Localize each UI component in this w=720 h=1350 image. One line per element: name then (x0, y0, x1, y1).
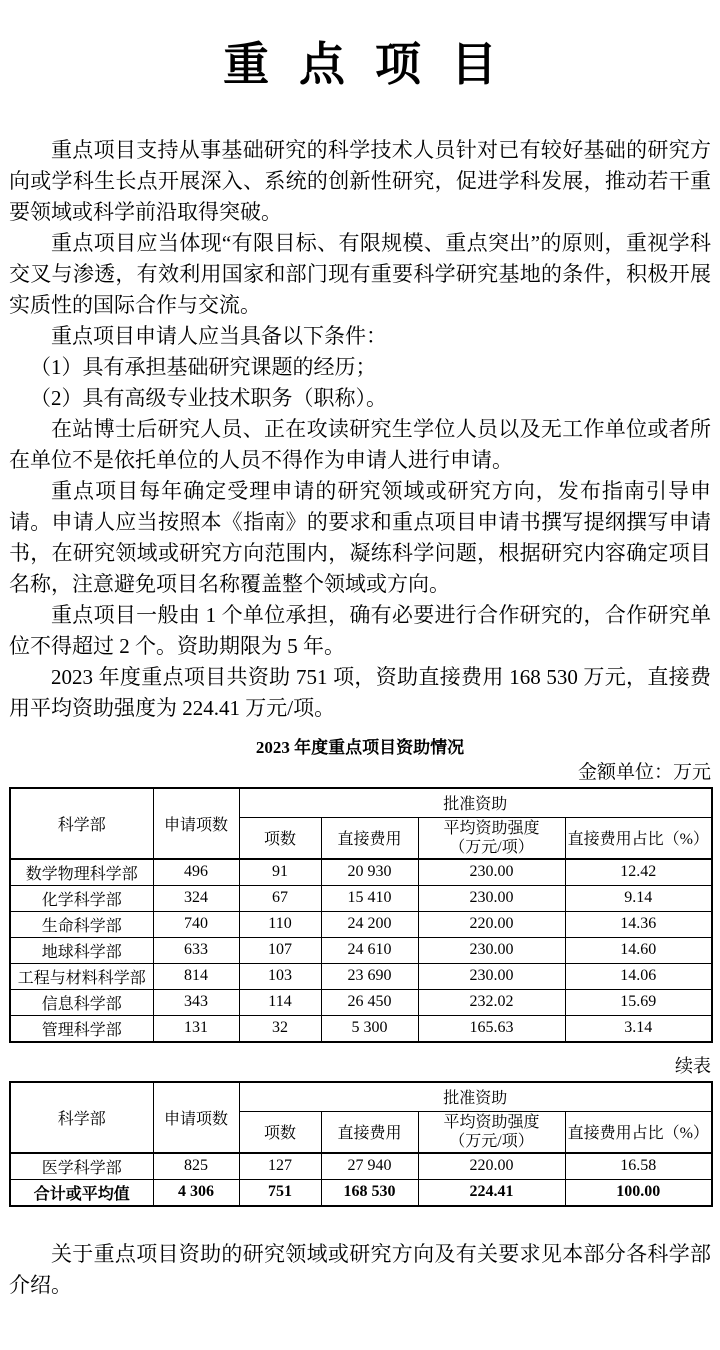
header-avg-intensity-line1: 平均资助强度 (443, 819, 540, 837)
cell-applications: 496 (153, 859, 239, 886)
cell-applications: 343 (153, 989, 239, 1015)
cell-applications: 740 (153, 911, 239, 937)
cell-cost-share: 15.69 (565, 989, 712, 1015)
table-row-engineering-materials (10, 963, 712, 989)
cell-avg-intensity: 232.02 (418, 989, 565, 1015)
cell-dept: 生命科学部 (10, 911, 153, 937)
cell-applications: 4 306 (153, 1179, 239, 1206)
cell-avg-intensity: 224.41 (418, 1179, 565, 1206)
body-text (9, 135, 711, 724)
paragraph-applicant-conditions: 重点项目申请人应当具备以下条件： (51, 323, 387, 348)
cell-applications: 633 (153, 937, 239, 963)
table-row-management-sciences (10, 1015, 712, 1042)
cell-direct-cost: 26 450 (321, 989, 418, 1015)
header-approved-group: 批准资助 (239, 1082, 712, 1112)
cell-dept: 数学物理科学部 (10, 859, 153, 886)
header-avg-intensity (418, 817, 565, 859)
header-approved-group: 批准资助 (239, 788, 712, 818)
header-avg-intensity-line2: （万元/项） (449, 1132, 534, 1150)
cell-direct-cost: 168 530 (321, 1179, 418, 1206)
cell-cost-share: 14.60 (565, 937, 712, 963)
cell-cost-share: 12.42 (565, 859, 712, 886)
paragraph-application-guide: 重点项目每年确定受理申请的研究领域或研究方向，发布指南引导申请。申请人应当按照本《指南》的要求和重点项目申请书撰写提纲撰写申请书，在研究领域或研究方向范围内，凝练科学问题，根据研究内容确定项目名称，注意避免项目名称覆盖整个领域或方向。 (9, 478, 711, 596)
cell-dept: 地球科学部 (10, 937, 153, 963)
table-row-medical-sciences (10, 1153, 712, 1180)
table-row-math-physics (10, 859, 712, 886)
table-row-life-sciences (10, 911, 712, 937)
paragraph-cooperation-limit: 重点项目一般由 1 个单位承担，确有必要进行合作研究的，合作研究单位不得超过 2 个。资助期限为 5 年。 (9, 602, 711, 658)
cell-avg-intensity: 220.00 (418, 911, 565, 937)
paragraph-ineligible: 在站博士后研究人员、正在攻读研究生学位人员以及无工作单位或者所在单位不是依托单位的人员不得作为申请人进行申请。 (9, 416, 711, 472)
table-row-total (10, 1179, 712, 1206)
table-row-information-sciences (10, 989, 712, 1015)
header-dept: 科学部 (10, 788, 153, 859)
table-row-chemistry (10, 885, 712, 911)
cell-projects: 91 (239, 859, 321, 886)
header-avg-intensity-line1: 平均资助强度 (443, 1113, 540, 1131)
header-applications: 申请项数 (153, 788, 239, 859)
cell-cost-share: 14.36 (565, 911, 712, 937)
cell-cost-share: 100.00 (565, 1179, 712, 1206)
continued-table-label: 续表 (675, 1055, 711, 1076)
cell-avg-intensity: 230.00 (418, 963, 565, 989)
paragraph-2023-summary: 2023 年度重点项目共资助 751 项，资助直接费用 168 530 万元，直接费用平均资助强度为 224.41 万元/项。 (9, 664, 711, 720)
header-direct-cost: 直接费用 (321, 1111, 418, 1153)
cell-direct-cost: 20 930 (321, 859, 418, 886)
cell-direct-cost: 24 200 (321, 911, 418, 937)
table-row-earth-sciences (10, 937, 712, 963)
header-projects: 项数 (239, 1111, 321, 1153)
cell-projects: 107 (239, 937, 321, 963)
paragraph-overview: 重点项目支持从事基础研究的科学技术人员针对已有较好基础的研究方向或学科生长点开展深入、系统的创新性研究，促进学科发展，推动若干重要领域或科学前沿取得突破。 (9, 137, 711, 224)
cell-dept: 医学科学部 (10, 1153, 153, 1180)
cell-avg-intensity: 230.00 (418, 859, 565, 886)
funding-table-continued (9, 1081, 713, 1207)
page-title: 重点项目 (223, 39, 527, 90)
header-avg-intensity (418, 1111, 565, 1153)
cell-projects: 110 (239, 911, 321, 937)
paragraph-principles: 重点项目应当体现“有限目标、有限规模、重点突出”的原则，重视学科交叉与渗透，有效利用国家和部门现有重要科学研究基地的条件，积极开展实质性的国际合作与交流。 (9, 230, 711, 317)
condition-item-1: （1）具有承担基础研究课题的经历； (30, 354, 377, 379)
cell-direct-cost: 15 410 (321, 885, 418, 911)
cell-projects: 67 (239, 885, 321, 911)
cell-dept: 化学科学部 (10, 885, 153, 911)
cell-avg-intensity: 220.00 (418, 1153, 565, 1180)
cell-applications: 825 (153, 1153, 239, 1180)
cell-direct-cost: 23 690 (321, 963, 418, 989)
cell-projects: 114 (239, 989, 321, 1015)
header-cost-share: 直接费用占比（%） (565, 1111, 712, 1153)
header-projects: 项数 (239, 817, 321, 859)
cell-applications: 131 (153, 1015, 239, 1042)
condition-item-2: （2）具有高级专业技术职务（职称）。 (30, 385, 387, 410)
cell-avg-intensity: 165.63 (418, 1015, 565, 1042)
cell-cost-share: 9.14 (565, 885, 712, 911)
cell-direct-cost: 27 940 (321, 1153, 418, 1180)
header-applications: 申请项数 (153, 1082, 239, 1153)
cell-dept: 工程与材料科学部 (10, 963, 153, 989)
cell-direct-cost: 24 610 (321, 937, 418, 963)
funding-table-main (9, 787, 713, 1043)
cell-avg-intensity: 230.00 (418, 885, 565, 911)
cell-cost-share: 3.14 (565, 1015, 712, 1042)
unit-note: 金额单位：万元 (577, 761, 711, 783)
cell-cost-share: 14.06 (565, 963, 712, 989)
cell-projects: 103 (239, 963, 321, 989)
cell-applications: 814 (153, 963, 239, 989)
cell-dept: 合计或平均值 (10, 1179, 153, 1206)
cell-projects: 751 (239, 1179, 321, 1206)
closing-section (9, 1239, 711, 1301)
cell-cost-share: 16.58 (565, 1153, 712, 1180)
cell-projects: 127 (239, 1153, 321, 1180)
table-caption: 2023 年度重点项目资助情况 (255, 737, 465, 757)
paragraph-closing: 关于重点项目资助的研究领域或研究方向及有关要求见本部分各科学部介绍。 (9, 1241, 711, 1297)
cell-dept: 管理科学部 (10, 1015, 153, 1042)
cell-direct-cost: 5 300 (321, 1015, 418, 1042)
cell-applications: 324 (153, 885, 239, 911)
header-dept: 科学部 (10, 1082, 153, 1153)
cell-projects: 32 (239, 1015, 321, 1042)
header-avg-intensity-line2: （万元/项） (449, 838, 534, 856)
cell-dept: 信息科学部 (10, 989, 153, 1015)
cell-avg-intensity: 230.00 (418, 937, 565, 963)
header-direct-cost: 直接费用 (321, 817, 418, 859)
header-cost-share: 直接费用占比（%） (565, 817, 712, 859)
